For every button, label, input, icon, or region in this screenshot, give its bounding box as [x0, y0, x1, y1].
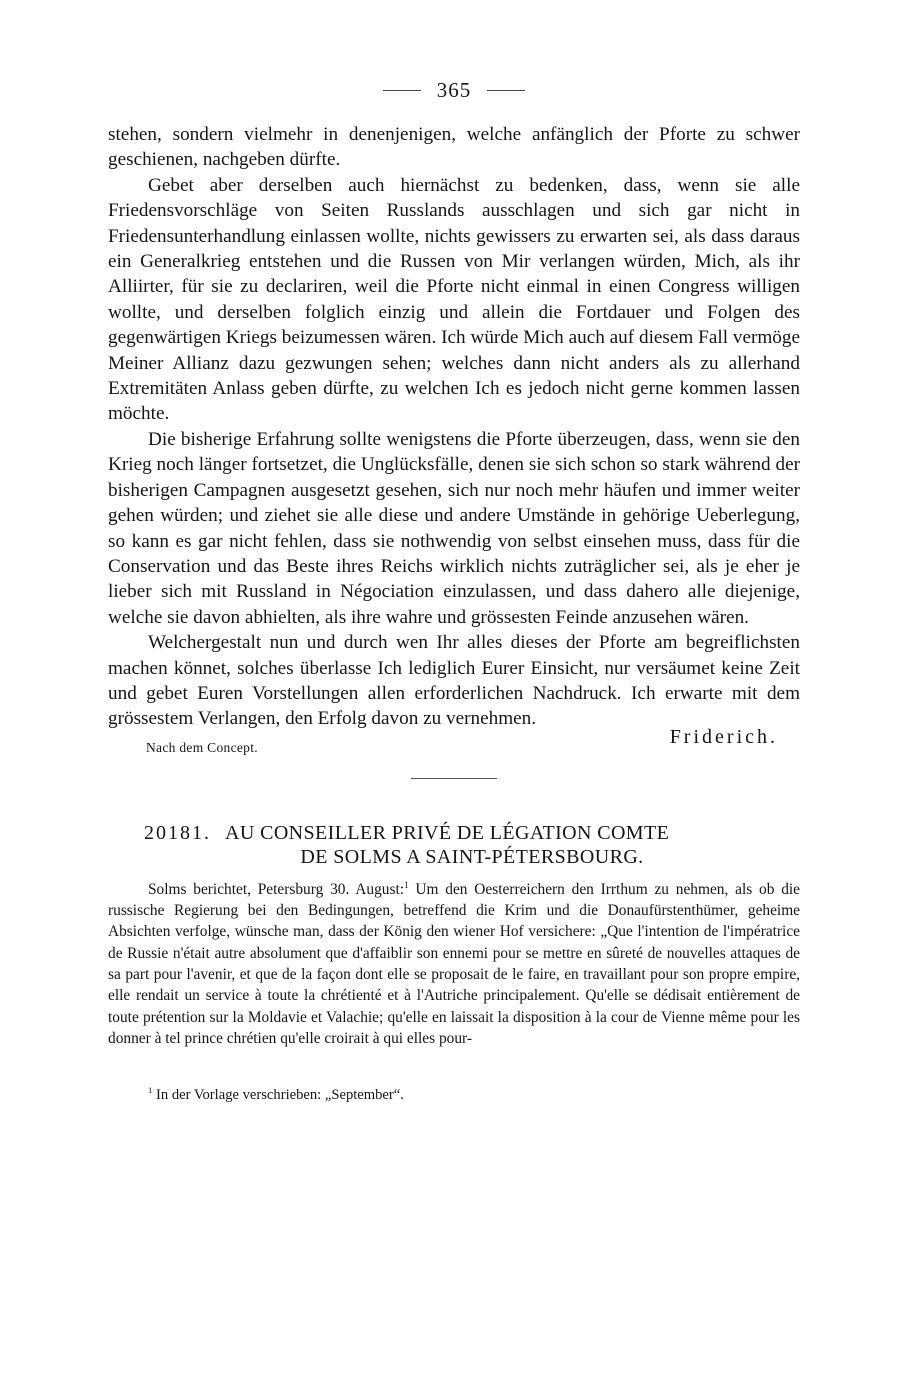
header-rule-right	[487, 90, 525, 91]
letter-paragraph-continuation: stehen, sondern vielmehr in denenjenigen, welche anfänglich der Pforte zu schwer geschienen, nachgeben dürfte.	[108, 124, 800, 171]
footnote	[108, 1087, 800, 1104]
header-rule-left	[383, 90, 421, 91]
footnote-reference: 1	[404, 879, 409, 890]
document-heading-line1	[108, 821, 800, 845]
summary-paragraph	[108, 879, 800, 1049]
document-summary	[108, 879, 800, 1049]
summary-text: Um den Oesterreichern den Irrthum zu nehmen, als ob die russische Regierung bei den Bedingungen, betreffend die Krim und die Donaufürstenthümer, geheime Absichten verfolge, wünsche man, dass der König den wiener Hof versichere: „Que l'intention de l'impératrice de Russie n'était autre absolument que d'affaiblir son ennemi pour se mettre en sûreté de nouvelles attaques de sa part pour l'avenir, et que de la façon dont elle se proposait de le faire, en travaillant pour son propre empire, elle rendait un service à toute la chrétienté et à l'Autriche principalement. Qu'elle se dédisait entièrement de toute prétention sur la Moldavie et Valachie; qu'elle en laissait la disposition à la cour de Vienne même pour les donner à tel prince chrétien qu'elle croirait à qui elles pour-	[108, 880, 800, 1047]
letter-paragraph: Gebet aber derselben auch hiernächst zu bedenken, dass, wenn sie alle Friedensvorschläge von Seiten Russlands ausschlagen und sich gar nicht in Friedensunterhandlung einlassen wollte, nichts gewissers zu erwarten sei, als dass daraus ein Generalkrieg entstehen und die Russen von Mir verlangen würden, Mich, als ihr Alliirter, für sie zu declariren, weil die Pforte nicht einmal in einen Congress willigen wollte, und derselben folglich einzig und allein die Fortdauer und Folgen des gegenwärtigen Kriegs beizumessen wären. Ich würde Mich auch auf diesem Fall vermöge Meiner Allianz dazu gezwungen sehen; welches dann nicht anders als zu allerhand Extremitäten Anlass geben dürfte, zu welchen Ich es jedoch nicht gerne kommen lassen möchte.	[108, 174, 800, 425]
letter-paragraph: Welchergestalt nun und durch wen Ihr alles dieses der Pforte am begreiflichsten machen könnet, solches überlasse Ich lediglich Eurer Einsicht, nur versäumet keine Zeit und gebet Euren Vorstellungen allen erforderlichen Nachdruck. Ich erwarte mit dem grössestem Verlangen, den Erfolg davon zu vernehmen.	[108, 632, 800, 730]
footnote-text: In der Vorlage verschrieben: „September“.	[152, 1087, 404, 1104]
section-separator	[411, 778, 497, 779]
source-note: Nach dem Concept.	[146, 739, 258, 755]
signature: Friderich.	[669, 725, 778, 748]
letter-body	[108, 122, 800, 732]
document-heading	[108, 821, 800, 869]
document-number: 20181.	[144, 821, 211, 844]
document-heading-line2: DE SOLMS A SAINT-PÉTERSBOURG.	[300, 845, 644, 868]
document-addressee: AU CONSEILLER PRIVÉ DE LÉGATION COMTE	[225, 821, 670, 844]
letter-paragraph: Die bisherige Erfahrung sollte wenigstens die Pforte überzeugen, dass, wenn sie den Krieg noch länger fortsetzet, die Unglücksfälle, denen sie sich schon so stark während der bisherigen Campagnen ausgesetzt gesehen, sich nur noch mehr häufen und immer weiter gehen würden; und ziehet sie alle diese und andere Umstände in gehörige Ueberlegung, so kann es gar nicht fehlen, dass sie nothwendig von selbst einsehen muss, dass für die Conservation und das Beste ihres Reichs wirklich nichts zuträglicher sei, als je eher je lieber sich mit Russland in Négociation einzulassen, und dass dahero alle diejenige, welche sie davon abhielten, als ihre wahre und grössesten Feinde anzusehen wären.	[108, 428, 800, 628]
document-page	[108, 78, 800, 1104]
page-header	[108, 78, 800, 122]
letter-closing	[108, 725, 800, 768]
summary-opening: Solms berichtet, Petersburg 30. August:	[148, 880, 404, 898]
footnote-marker: 1	[148, 1085, 153, 1096]
page-number: 365	[436, 78, 472, 102]
